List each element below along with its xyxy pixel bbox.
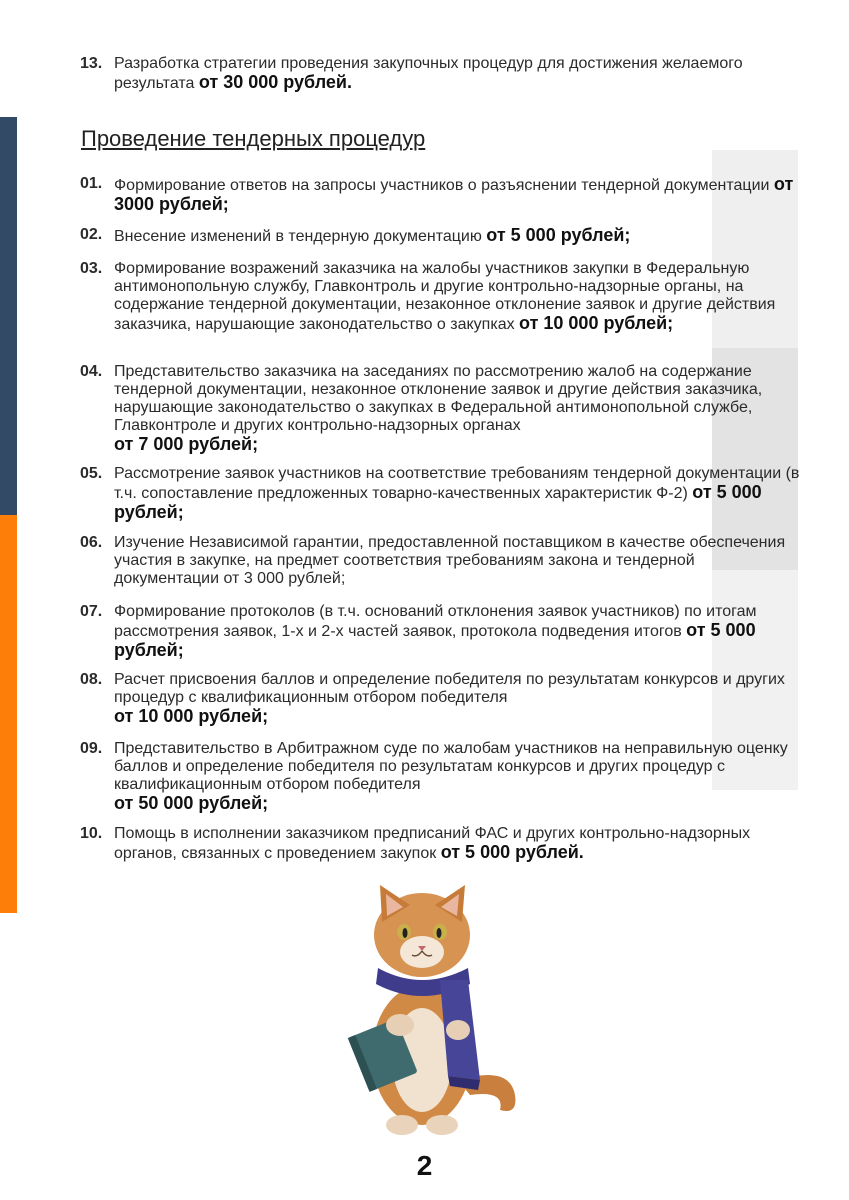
item-price: от 10 000 рублей; — [519, 313, 674, 333]
decorative-orange-bar — [0, 515, 17, 913]
item-number: 03. — [80, 260, 103, 277]
item-price: от 30 000 рублей. — [198, 72, 352, 92]
item-price: от 5 000 рублей; — [486, 225, 631, 245]
item-number: 06. — [80, 534, 103, 551]
decorative-navy-bar — [0, 117, 17, 515]
item-number: 08. — [80, 671, 103, 688]
item-price: от 5 000 рублей; — [114, 620, 756, 660]
item-number: 02. — [80, 226, 103, 243]
item-text: Расчет присвоения баллов и определение победителя по результатам конкурсов и других процедур с квалификационным отбором победителя от 10 000 рублей; — [114, 671, 800, 725]
item-text: Формирование протоколов (в т.ч. оснований отклонения заявок участников) по итогам рассмотрения заявок, 1-х и 2-х частей заявок, протокола подведения итогов от 5 000 рублей; — [114, 603, 757, 660]
item-price: от 3000 рублей; — [114, 174, 794, 214]
item-number: 10. — [80, 825, 103, 842]
item-text: Формирование возражений заказчика на жалобы участников закупки в Федеральную антимонопольную службу, Главконтроль и другие контрольно-надзорные органы, на содержание тендерной документации, незаконное отклонение заявок и другие действия заказчика, нарушающие законодательство о закупках от 10 000 рублей; — [114, 260, 776, 333]
page-number: 2 — [416, 1150, 433, 1181]
item-number: 13. — [80, 55, 103, 72]
item-price: от 5 000 рублей. — [440, 842, 584, 862]
item-text: Представительство в Арбитражном суде по жалобам участников на неправильную оценку баллов и определение победителя по результатам конкурсов и других процедур с квалификационным отбором победителя от 50 000 рублей; — [114, 740, 800, 812]
item-text: Представительство заказчика на заседаниях по рассмотрению жалоб на содержание тендерной документации, незаконное отклонение заявок и другие действия заказчика, нарушающие законодательство о закупках в Федеральной антимонопольной службе, Главконтроле и других контрольно-надзорных органах от 7 000 рублей; — [114, 363, 800, 453]
item-text: Помощь в исполнении заказчиком предписаний ФАС и других контрольно-надзорных органов, связанных с проведением закупок от 5 000 рублей. — [114, 825, 751, 862]
item-price: от 50 000 рублей; — [114, 793, 269, 813]
cat-illustration — [340, 880, 540, 1140]
item-text: Внесение изменений в тендерную документацию от 5 000 рублей; — [114, 225, 631, 245]
item-text: Формирование ответов на запросы участников о разъяснении тендерной документации от 3000 рублей; — [114, 174, 794, 214]
section-title: Проведение тендерных процедур — [81, 126, 426, 151]
item-price: от 10 000 рублей; — [114, 706, 269, 726]
item-text: Разработка стратегии проведения закупочных процедур для достижения желаемого результата от 30 000 рублей. — [114, 55, 743, 92]
item-text: Изучение Независимой гарантии, предоставленной поставщиком в качестве обеспечения участия в закупке, на предмет соответствия требованиям закона и тендерной документации от 3 000 рублей; — [114, 534, 786, 587]
item-number: 09. — [80, 740, 103, 757]
item-number: 05. — [80, 465, 103, 482]
item-number: 04. — [80, 363, 103, 380]
item-number: 01. — [80, 175, 103, 192]
item-number: 07. — [80, 603, 103, 620]
item-price: от 7 000 рублей; — [114, 434, 259, 454]
item-price: от 5 000 рублей; — [114, 482, 762, 522]
item-text: Рассмотрение заявок участников на соответствие требованиям тендерной документации (в т.ч. сопоставление предложенных товарно-качественных характеристик Ф-2) от 5 000 рублей; — [114, 465, 800, 522]
